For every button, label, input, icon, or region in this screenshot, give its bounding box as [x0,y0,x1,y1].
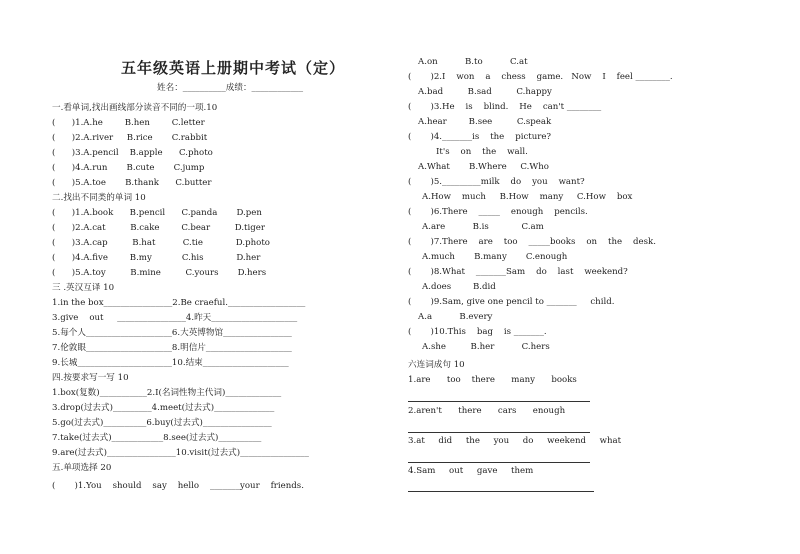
s5-question: ( )7.There are too _____books on the desk. [408,237,656,247]
s5-options: A.What B.Where C.Who [418,162,549,172]
section-2-title: 二.找出不同类的单词 10 [52,193,146,203]
s5-options: A.much B.many C.enough [422,252,568,262]
s2-question: ( )4.A.five B.my C.his D.her [52,253,261,263]
answer-line [408,432,590,433]
s4-item: 3.drop(过去式)_________4.meet(过去式)______________ [52,403,275,413]
answer-line [408,491,594,492]
s5-question: ( )9.Sam, give one pencil to _______ child. [408,297,615,307]
s2-question: ( )1.A.book B.pencil C.panda D.pen [52,208,262,218]
s4-item: 5.go(过去式)__________6.buy(过去式)________________ [52,418,272,428]
s5-options: A.she B.her C.hers [422,342,550,352]
section-4-title: 四.按要求写一写 10 [52,373,129,383]
s6-item: 3.at did the you do weekend what [408,436,622,446]
s3-item: 9.长城______________________10.结束____________________ [52,358,289,368]
s1-question: ( )2.A.river B.rice C.rabbit [52,133,208,143]
s5-question: ( )2.I won a chess game. Now I feel ________. [408,72,673,82]
s2-question: ( )2.A.cat B.cake C.bear D.tiger [52,223,265,233]
s1-question: ( )5.A.toe B.thank C.butter [52,178,212,188]
s3-item: 3.give out ________________4.昨天____________________ [52,313,298,323]
s5-question: ( )5._________milk do you want? [408,177,585,187]
s5-question: ( )1.You should say hello _______your friends. [52,481,304,491]
s4-item: 1.box(复数)___________2.I(名词性物主代词)_____________ [52,388,282,398]
name-score-line: 姓名：__________成绩：____________ [157,83,304,93]
s4-item: 7.take(过去式)____________8.see(过去式)__________ [52,433,262,443]
s3-item: 7.伦敦眼____________________8.明信片____________________ [52,343,292,353]
s4-item: 9.are(过去式)________________10.visit(过去式)________________ [52,448,309,458]
s2-question: ( )5.A.toy B.mine C.yours D.hers [52,268,267,278]
s3-item: 5.每个人____________________6.大英博物馆________________ [52,328,292,338]
s5-options: A.hear B.see C.speak [418,117,552,127]
answer-line [408,462,590,463]
section-6-title: 六连词成句 10 [408,360,465,370]
s5-question-line: It's on the wall. [436,147,528,157]
s5-options: A.does B.did [422,282,496,292]
s5-options: A.on B.to C.at [418,57,528,67]
s3-item: 1.in the box________________2.Be craeful.__________________ [52,298,306,308]
s1-question: ( )3.A.pencil B.apple C.photo [52,148,213,158]
s5-question: ( )4._______is the picture? [408,132,552,142]
s6-item: 1.are too there many books [408,375,577,385]
s2-question: ( )3.A.cap B.hat C.tie D.photo [52,238,270,248]
s5-options: A.bad B.sad C.happy [418,87,552,97]
s5-question: ( )10.This bag is _______. [408,327,547,337]
s5-options: A.a B.every [418,312,493,322]
exam-title: 五年级英语上册期中考试（定） [120,59,345,77]
section-3-title: 三 .英汉互译 10 [52,283,115,293]
s5-question: ( )8.What _______Sam do last weekend? [408,267,628,277]
s6-item: 4.Sam out gave them [408,466,534,476]
answer-line [408,401,590,402]
s5-question: ( )3.He is blind. He can't ________ [408,102,602,112]
s1-question: ( )1.A.he B.hen C.letter [52,118,205,128]
section-5-title: 五.单项选择 20 [52,463,112,473]
section-1-title: 一.看单词,找出画线部分读音不同的一项.10 [52,103,218,113]
s5-options: A.How much B.How many C.How box [422,192,633,202]
s5-question: ( )6.There _____ enough pencils. [408,207,588,217]
s1-question: ( )4.A.run B.cute C.jump [52,163,205,173]
s5-options: A.are B.is C.am [422,222,544,232]
s6-item: 2.aren't there cars enough [408,406,566,416]
